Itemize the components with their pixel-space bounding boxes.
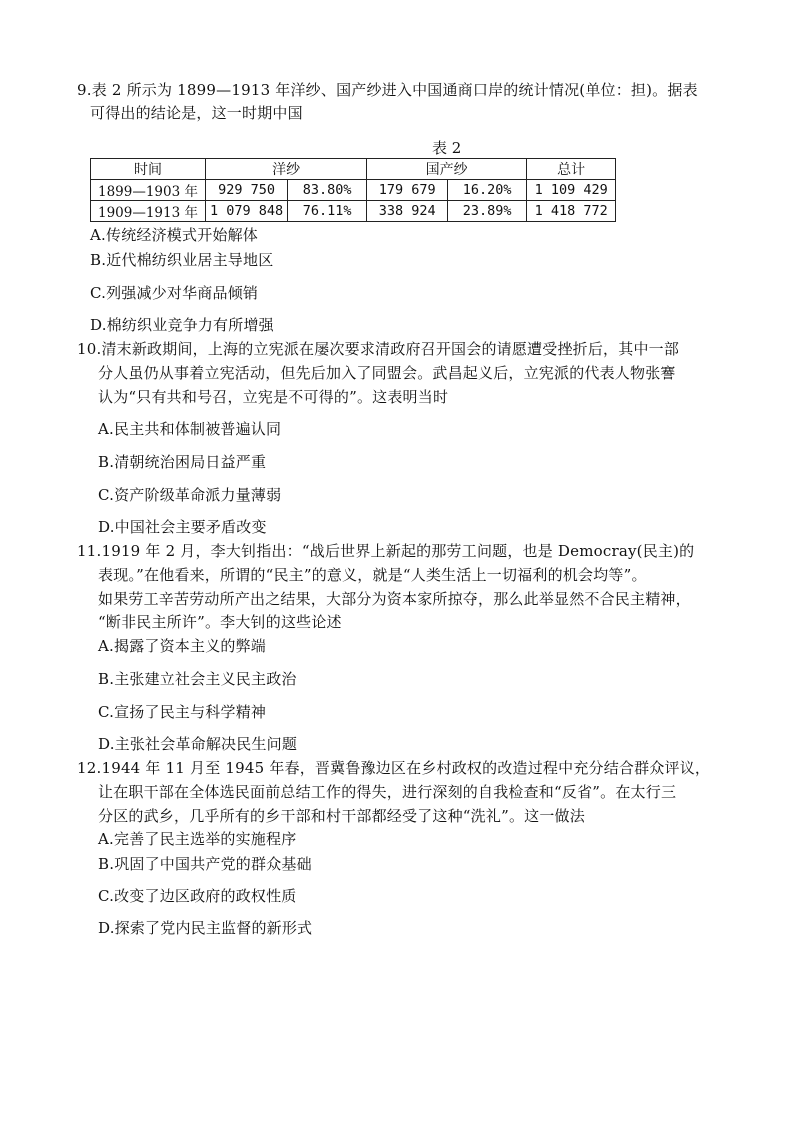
table-cell: 83.80% xyxy=(288,180,367,201)
q9-table-caption: 表 2 xyxy=(432,139,462,157)
q12-option-b[interactable]: B.巩固了中国共产党的群众基础 xyxy=(98,855,312,873)
q10-option-c[interactable]: C.资产阶级革命派力量薄弱 xyxy=(98,486,282,504)
table-cell: 929 750 xyxy=(206,180,288,201)
table-header-cell: 时间 xyxy=(91,159,206,180)
table-cell: 1909—1913 年 xyxy=(91,201,206,222)
table-cell: 179 679 xyxy=(367,180,448,201)
table-cell: 1 079 848 xyxy=(206,201,288,222)
table-header-cell: 洋纱 xyxy=(206,159,367,180)
table-header-cell: 总计 xyxy=(527,159,616,180)
table-cell: 16.20% xyxy=(448,180,527,201)
q11-stem-line-4: “断非民主所许”。李大钊的这些论述 xyxy=(98,613,342,631)
q12-stem-line-1: 12.1944 年 11 月至 1945 年春，晋冀鲁豫边区在乡村政权的改造过程中充分结合群众评议， xyxy=(77,759,711,777)
table-row xyxy=(91,180,616,201)
q9-option-b[interactable]: B.近代棉纺织业居主导地区 xyxy=(90,251,274,269)
q12-option-d[interactable]: D.探索了党内民主监督的新形式 xyxy=(98,919,313,937)
q11-stem-line-2: 表现。”在他看来，所谓的“民主”的意义，就是“人类生活上一切福利的机会均等”。 xyxy=(98,566,647,584)
q9-option-d[interactable]: D.棉纺织业竞争力有所增强 xyxy=(90,316,274,334)
table-cell: 23.89% xyxy=(448,201,527,222)
table-cell: 1899—1903 年 xyxy=(91,180,206,201)
table-header-cell: 国产纱 xyxy=(367,159,527,180)
q9-option-a[interactable]: A.传统经济模式开始解体 xyxy=(90,226,259,244)
q9-option-c[interactable]: C.列强减少对华商品倾销 xyxy=(90,284,259,302)
q10-option-d[interactable]: D.中国社会主要矛盾改变 xyxy=(98,518,267,536)
q10-option-b[interactable]: B.清朝统治困局日益严重 xyxy=(98,453,267,471)
q11-option-c[interactable]: C.宣扬了民主与科学精神 xyxy=(98,703,267,721)
q10-stem-line-3: 认为“只有共和号召，立宪是不可得的”。这表明当时 xyxy=(98,388,449,406)
table-cell: 1 109 429 xyxy=(527,180,616,201)
q11-option-b[interactable]: B.主张建立社会主义民主政治 xyxy=(98,670,297,688)
q11-stem-line-3: 如果劳工辛苦劳动所产出之结果，大部分为资本家所掠夺，那么此举显然不合民主精神， xyxy=(98,590,691,608)
q12-option-c[interactable]: C.改变了边区政府的政权性质 xyxy=(98,887,297,905)
q11-stem-line-1: 11.1919 年 2 月，李大钊指出：“战后世界上新起的那劳工问题，也是 Democray(民主)的 xyxy=(77,542,695,560)
q12-stem-line-3: 分区的武乡，几乎所有的乡干部和村干部都经受了这种“洗礼”。这一做法 xyxy=(98,807,585,825)
table-cell: 1 418 772 xyxy=(527,201,616,222)
q10-option-a[interactable]: A.民主共和体制被普遍认同 xyxy=(98,420,282,438)
table-row xyxy=(91,201,616,222)
table-cell: 76.11% xyxy=(288,201,367,222)
q10-stem-line-1: 10.清末新政期间，上海的立宪派在屡次要求清政府召开国会的请愿遭受挫折后，其中一部 xyxy=(77,340,680,358)
q10-stem-line-2: 分人虽仍从事着立宪活动，但先后加入了同盟会。武昌起义后，立宪派的代表人物张謇 xyxy=(98,364,676,382)
q12-option-a[interactable]: A.完善了民主选举的实施程序 xyxy=(98,830,297,848)
q9-stem-line-2: 可得出的结论是，这一时期中国 xyxy=(90,104,303,122)
q11-option-d[interactable]: D.主张社会革命解决民生问题 xyxy=(98,735,298,753)
q9-data-table xyxy=(90,158,616,222)
q9-stem-line-1: 9.表 2 所示为 1899—1913 年洋纱、国产纱进入中国通商口岸的统计情况(单位：担)。据表 xyxy=(77,81,698,99)
table-cell: 338 924 xyxy=(367,201,448,222)
q11-option-a[interactable]: A.揭露了资本主义的弊端 xyxy=(98,637,267,655)
table-header-row xyxy=(91,159,616,180)
q12-stem-line-2: 让在职干部在全体选民面前总结工作的得失，进行深刻的自我检查和“反省”。在太行三 xyxy=(98,783,677,801)
